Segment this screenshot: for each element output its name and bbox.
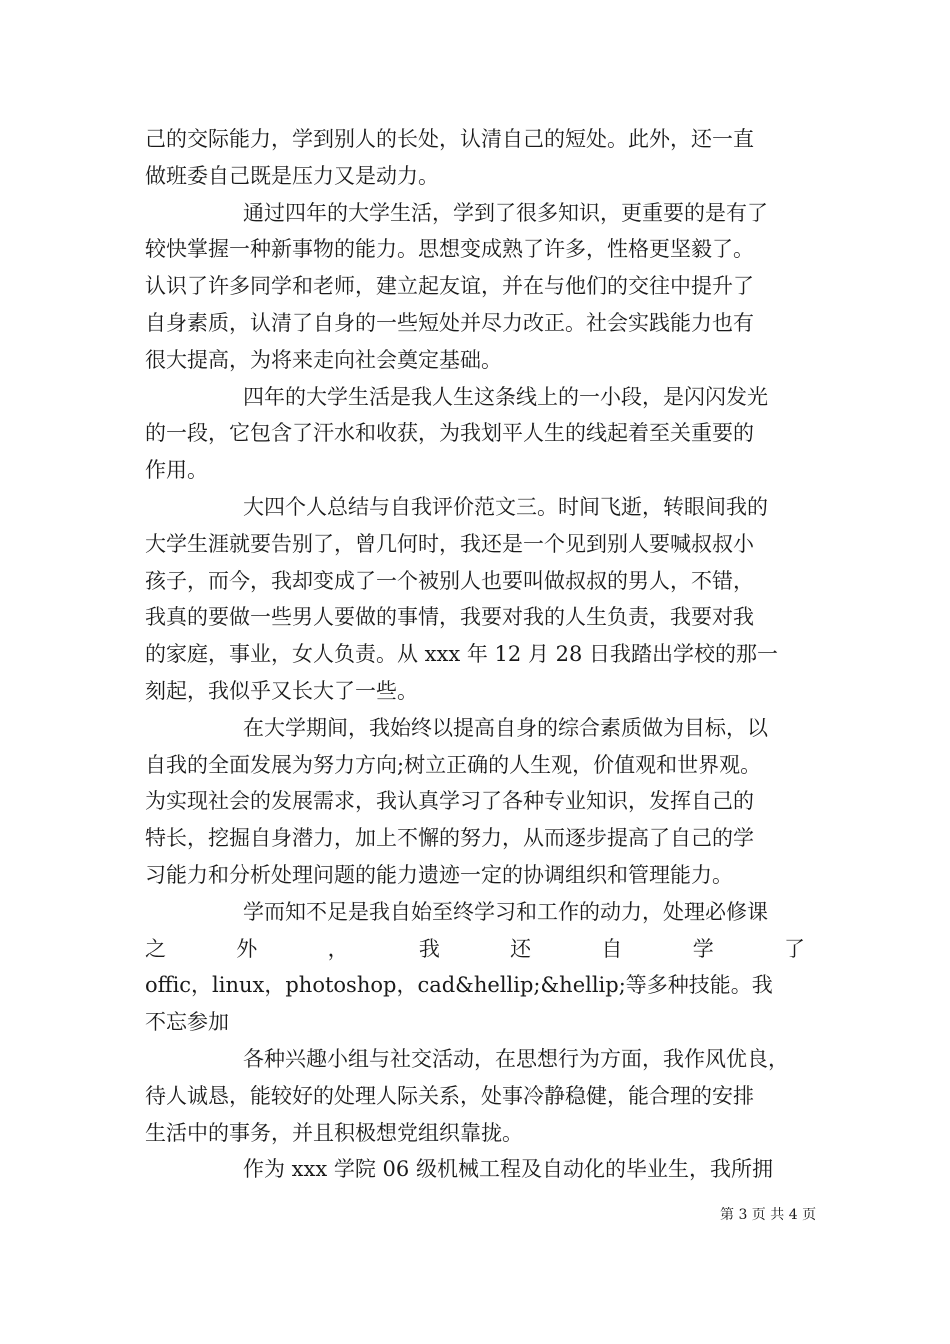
- text-line: 认识了许多同学和老师，建立起友谊，并在与他们的交往中提升了: [145, 274, 754, 299]
- text-line: 孩子，而今，我却变成了一个被别人也要叫做叔叔的男人，不错，: [145, 568, 754, 593]
- spread-char: 外: [236, 936, 258, 961]
- paragraph-start-line: 大四个人总结与自我评价范文三。时间飞逝，转眼间我的: [243, 494, 768, 519]
- spread-char: 了: [783, 936, 805, 961]
- spread-text-line: [145, 931, 805, 968]
- text-line: 我真的要做一些男人要做的事情，我要对我的人生负责，我要对我: [145, 605, 754, 630]
- spread-char: 学: [692, 936, 714, 961]
- spread-char: 我: [418, 936, 440, 961]
- spread-char: 之: [145, 936, 166, 961]
- text-line: 作用。: [145, 458, 208, 483]
- text-line: 为实现社会的发展需求，我认真学习了各种专业知识，发挥自己的: [145, 789, 754, 814]
- text-line: 不忘参加: [145, 1010, 229, 1035]
- text-line: 自我的全面发展为努力方向;树立正确的人生观，价值观和世界观。: [145, 752, 762, 777]
- paragraph-start-line: 作为 xxx 学院 06 级机械工程及自动化的毕业生，我所拥: [243, 1157, 773, 1182]
- spread-char: 自: [601, 936, 623, 961]
- text-line: 很大提高，为将来走向社会奠定基础。: [145, 347, 502, 372]
- document-body: [145, 121, 805, 1188]
- paragraph-start-line: 四年的大学生活是我人生这条线上的一小段，是闪闪发光: [243, 384, 768, 409]
- text-line: 自身素质，认清了自身的一些短处并尽力改正。社会实践能力也有: [145, 310, 754, 335]
- text-line: 刻起，我似乎又长大了一些。: [145, 678, 418, 703]
- paragraph-start-line: 通过四年的大学生活，学到了很多知识，更重要的是有了: [243, 200, 768, 225]
- paragraph-start-line: 各种兴趣小组与社交活动，在思想行为方面，我作风优良，: [243, 1046, 789, 1071]
- text-line: 的一段，它包含了汗水和收获，为我划平人生的线起着至关重要的: [145, 421, 754, 446]
- text-line: 待人诚恳，能较好的处理人际关系，处事冷静稳健，能合理的安排: [145, 1083, 754, 1108]
- paragraph-start-line: 学而知不足是我自始至终学习和工作的动力，处理必修课: [243, 899, 768, 924]
- spread-char: 还: [510, 936, 532, 961]
- text-line: 己的交际能力，学到别人的长处，认清自己的短处。此外，还一直: [145, 127, 754, 151]
- text-line: 生活中的事务，并且积极想党组织靠拢。: [145, 1120, 523, 1145]
- page-number-footer: 第 3 页 共 4 页: [720, 1207, 817, 1223]
- spread-char: ，: [327, 936, 349, 961]
- mixed-text-line: offic，linux，photoshop，cad&hellip;&hellip;等多种技能。我: [145, 973, 773, 998]
- text-line: 做班委自己既是压力又是动力。: [145, 163, 439, 188]
- paragraph-start-line: 在大学期间，我始终以提高自身的综合素质做为目标，以: [243, 715, 768, 740]
- text-line: 习能力和分析处理问题的能力遗迹一定的协调组织和管理能力。: [145, 862, 733, 887]
- text-line: 的家庭，事业，女人负责。从 xxx 年 12 月 28 日我踏出学校的那一: [145, 642, 779, 667]
- text-line: 大学生涯就要告别了，曾几何时，我还是一个见到别人要喊叔叔小: [145, 531, 754, 556]
- text-line: 较快掌握一种新事物的能力。思想变成熟了许多，性格更坚毅了。: [145, 237, 754, 262]
- text-line: 特长，挖掘自身潜力，加上不懈的努力，从而逐步提高了自己的学: [145, 826, 754, 851]
